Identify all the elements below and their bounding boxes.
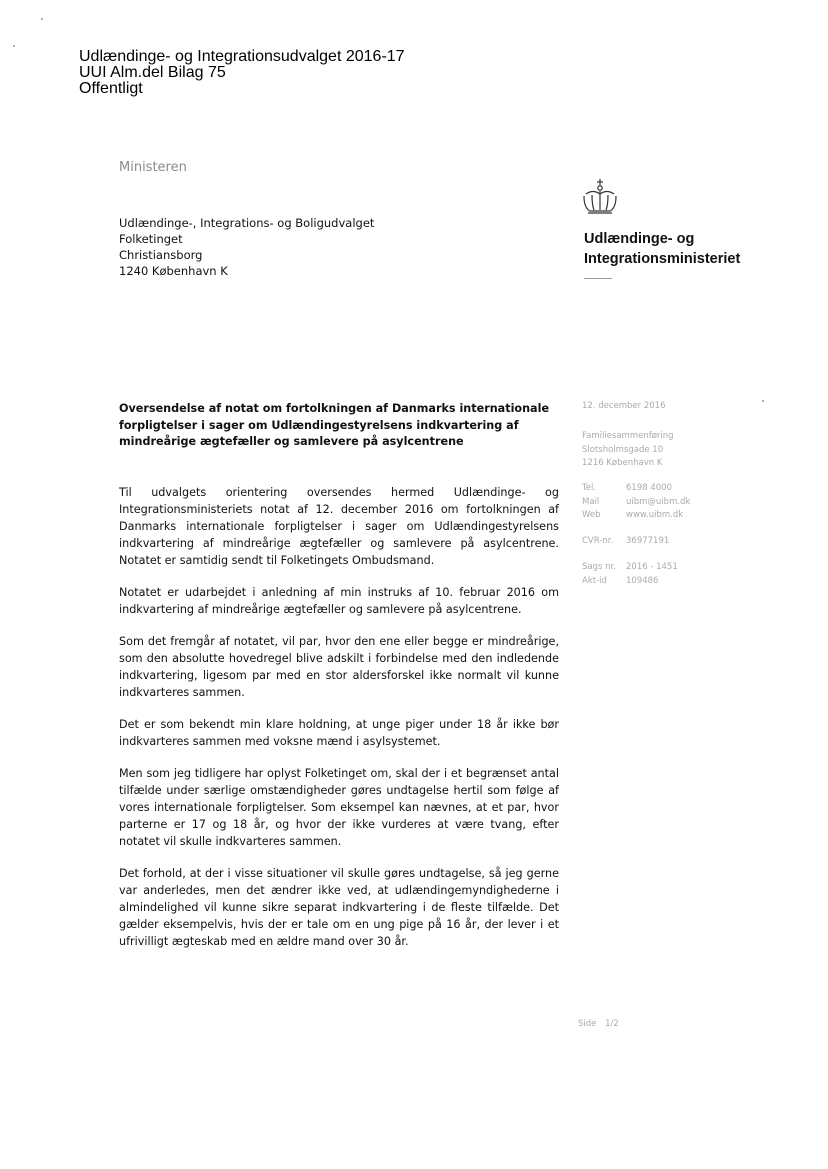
recipient-committee: Udlændinge-, Integrations- og Boligudvalget — [119, 216, 375, 230]
sender-address — [582, 430, 674, 471]
cvr-value: 36977191 — [626, 536, 670, 546]
letter-subject: Oversendelse af notat om fortolkningen af Danmarks internationale forpligtelser i sager om Udlændingestyrelsens indkvartering af mindreårige ægtefæller og samlevere på asylcentrene — [119, 402, 550, 448]
akt-value: 109486 — [626, 575, 659, 586]
stamp-committee: Udlændinge- og Integrationsudvalget 2016-17 — [79, 48, 405, 65]
department: Familiesammenføring — [582, 431, 674, 441]
street: Slotsholmsgade 10 — [582, 444, 664, 455]
mail-label: Mail — [582, 496, 600, 507]
page-number — [578, 1019, 619, 1029]
cvr-details — [582, 535, 669, 549]
crown-icon — [580, 178, 620, 220]
body-paragraph: Som det fremgår af notatet, vil par, hvor den ene eller begge er mindreårige, som den absolutte hovedregel blive adskilt i forbindelse med den indledende indkvartering, ligesom par med en stor aldersforskel ikke normalt vil kunne indkvarteres sammen. — [119, 635, 559, 699]
scan-speck — [13, 45, 15, 47]
body-paragraph: Det forhold, at der i visse situationer vil skulle gøres undtagelse, så jeg gerne var anderledes, men det ændrer ikke ved, at udlændingemyndighederne i almindelighed vil kunne sikre separat indkvartering i de fleste tilfælde. Det gælder eksempelvis, hvis der er tale om en ung pige på 16 år, der lever i et ufrivilligt ægteskab med en ældre mand over 30 år. — [119, 867, 559, 948]
organization-name-line1: Udlændinge- og — [584, 231, 695, 247]
stamp-status: Offentligt — [79, 80, 143, 97]
recipient-building: Christiansborg — [119, 248, 203, 262]
organization-name-line2: Integrationsministeriet — [584, 251, 741, 267]
city: 1216 København K — [582, 458, 663, 468]
organization-name — [584, 229, 740, 269]
recipient-address — [119, 215, 374, 279]
page-value: 1/2 — [605, 1019, 619, 1029]
page-label: Side — [578, 1019, 597, 1029]
mail-value: uibm@uibm.dk — [626, 496, 691, 507]
case-details — [582, 561, 678, 588]
web-value: www.uibm.dk — [626, 510, 684, 520]
divider — [584, 278, 612, 279]
recipient-city: 1240 København K — [119, 264, 228, 278]
akt-label: Akt-id — [582, 575, 607, 586]
archive-stamp — [79, 49, 405, 97]
stamp-reference: UUI Alm.del Bilag 75 — [79, 64, 226, 81]
body-paragraph: Men som jeg tidligere har oplyst Folketinget om, skal der i et begrænset antal tilfælde under særlige omstændigheder gøres undtagelse hertil som følge af vores internationale forpligtelser. Som eksempel kan nævnes, at et par, hvor parterne er 17 og 18 år, og hvor der ikke vurderes at være tvang, efter notatet vil skulle indkvarteres sammen. — [119, 767, 559, 848]
letter-body — [119, 484, 559, 965]
sag-value: 2016 - 1451 — [626, 562, 678, 572]
scan-speck — [762, 400, 764, 402]
contact-mail — [582, 496, 690, 510]
tel-value: 6198 4000 — [626, 483, 672, 493]
contact-web — [582, 509, 690, 523]
body-paragraph: Til udvalgets orientering oversendes hermed Udlændinge- og Integrationsministeriets notat af 12. december 2016 om fortolkningen af Danmarks internationale forpligtelser i sager om Udlændingestyrelsens indkvartering af mindreårige ægtefæller og samlevere på asylcentrene. Notatet er samtidig sendt til Folketingets Ombudsmand. — [119, 486, 559, 567]
web-label: Web — [582, 510, 601, 520]
body-paragraph: Notatet er udarbejdet i anledning af min instruks af 10. februar 2016 om indkvartering af mindreårige ægtefæller og samlevere på asylcentrene. — [119, 586, 559, 616]
body-paragraph: Det er som bekendt min klare holdning, at unge piger under 18 år ikke bør indkvarteres sammen med voksne mænd i asylsystemet. — [119, 718, 559, 748]
tel-label: Tel. — [582, 483, 597, 493]
cvr-label: CVR-nr. — [582, 536, 614, 546]
letter-date: 12. december 2016 — [582, 401, 666, 411]
recipient-institution: Folketinget — [119, 232, 183, 246]
contact-details — [582, 482, 690, 523]
contact-tel — [582, 482, 690, 496]
sag-label: Sags nr. — [582, 562, 616, 572]
sender-role: Ministeren — [119, 160, 187, 175]
scan-speck — [41, 18, 43, 20]
